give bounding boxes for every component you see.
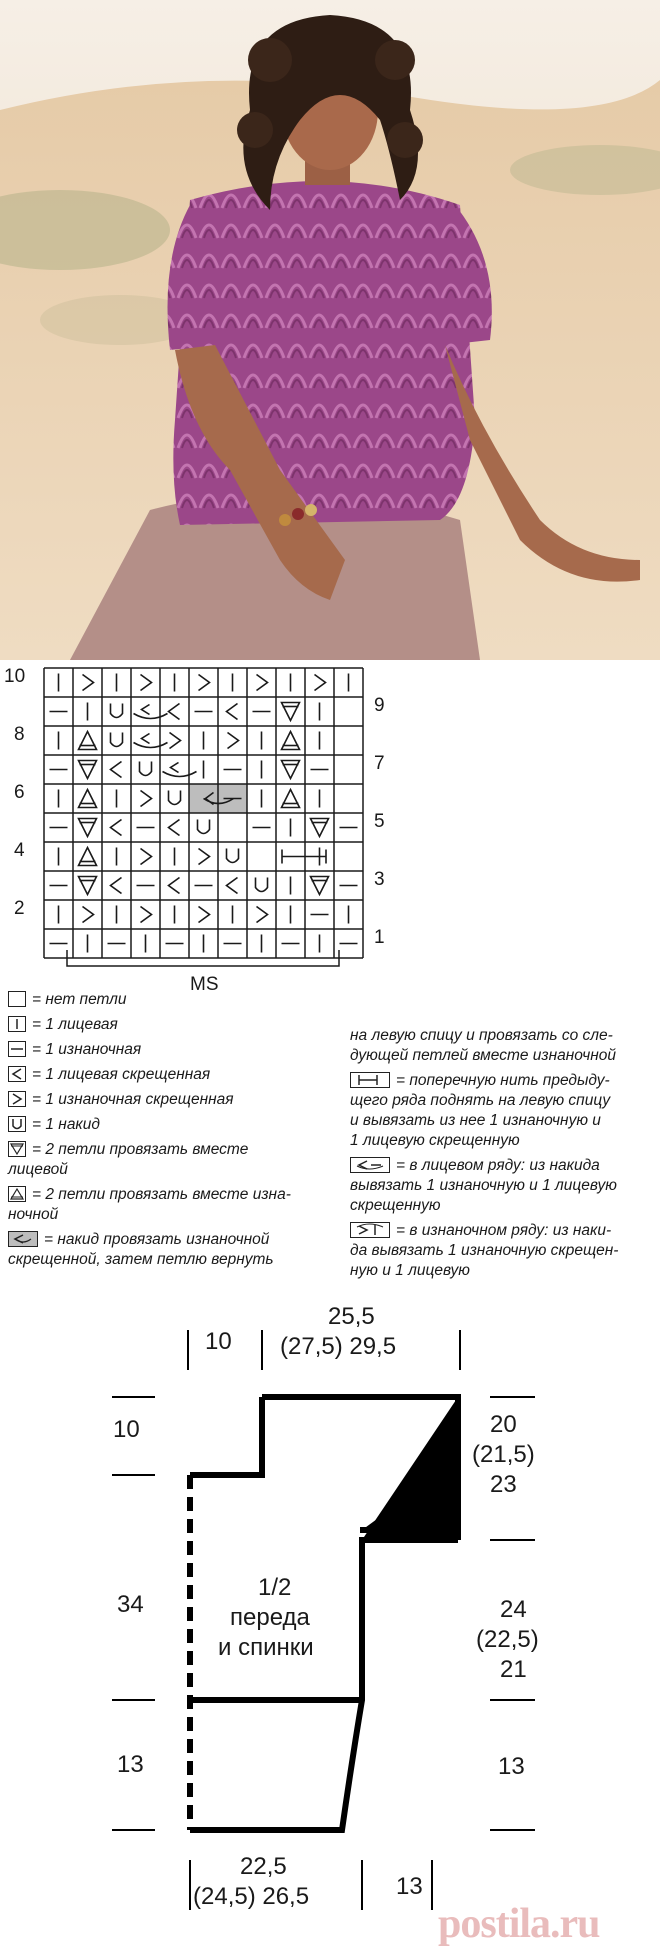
legend-knit-tbl: = 1 лицевая скрещенная (8, 1065, 210, 1085)
chart-cell (163, 763, 197, 777)
k2tog-icon (8, 1141, 26, 1157)
knit-tbl-icon (8, 1066, 26, 1082)
chart-cell (257, 675, 268, 691)
chart-cell (111, 878, 122, 894)
chart-cell (141, 791, 152, 807)
chart-cell (311, 819, 329, 837)
chart-cell (199, 849, 210, 865)
chart-cell (227, 849, 239, 863)
dim-right-top-2: (21,5) (472, 1441, 535, 1468)
chart-cell (134, 734, 168, 748)
chart-cell (169, 704, 180, 720)
chart-cell (140, 762, 152, 776)
row-number-3: 3 (374, 869, 385, 890)
chart-cell (79, 790, 97, 808)
chart-cell (282, 761, 300, 779)
chart-cell (141, 849, 152, 865)
chart-cell (282, 790, 300, 808)
legend-purl-tbl: = 1 изнаночная скрещенная (8, 1090, 234, 1110)
chart-cell (315, 675, 326, 691)
chart-cell (111, 733, 123, 747)
empty-stitch-icon (8, 991, 26, 1007)
dim-left-body: 34 (117, 1591, 144, 1618)
chart-cell (199, 907, 210, 923)
chart-cell (79, 848, 97, 866)
chart-cell (311, 877, 329, 895)
schematic-outline (0, 1290, 660, 1958)
row-number-4: 4 (14, 840, 25, 861)
legend-p2tog: = 2 петли провязать вместе изна- (8, 1185, 291, 1205)
purl-icon (8, 1041, 26, 1057)
dim-left-bottom: 13 (117, 1751, 144, 1778)
dim-top-left: 10 (205, 1328, 232, 1355)
dim-right-top-3: 23 (490, 1471, 517, 1498)
stitch-grid (39, 666, 369, 991)
chart-cell (170, 733, 181, 749)
yo-purl-icon (8, 1231, 38, 1247)
row-number-5: 5 (374, 811, 385, 832)
legend: = нет петли = 1 лицевая = 1 изнаночная = 1 лицевая скрещенная = 1 изнаночная скрещенная = 1 накид = 2 петли провязать вместе лицевой = 2 петли провязать вместе изна- ночной = накид провязать изнаночной скрещенной, затем петлю вернуть на левую спицу и провязать со сле- дующей петлей вместе изнаночной = поперечную нить предыду- щего ряда поднять на левую спицу и вывязать из нее 1 изнаночную и 1 лицевую скрещенную = в лицевом ряду: из накида вывязать 1 изнаночную и 1 лицевую скрещенную = в изнаночном ряду: из наки- да вывязать 1 изнаночную скрещен- ную и 1 лицевую (8, 991, 619, 1279)
row-number-10: 10 (4, 666, 26, 687)
chart-cell (199, 675, 210, 691)
dim-bottom-right: 13 (396, 1873, 423, 1900)
dim-top-width: 25,5 (328, 1303, 375, 1330)
chart-cell (111, 704, 123, 718)
chart-cell (134, 705, 168, 719)
chart-cell (198, 820, 210, 834)
chart-cell (83, 907, 94, 923)
yarn-over-icon (8, 1116, 26, 1132)
row-number-2: 2 (14, 898, 25, 919)
dim-bottom-width: 22,5 (240, 1853, 287, 1880)
dim-right-mid-1: 24 (500, 1596, 527, 1623)
chart-cell (79, 732, 97, 750)
chart-cell (111, 762, 122, 778)
bar-increase-icon (350, 1072, 390, 1088)
dim-right-mid-3: 21 (500, 1656, 527, 1683)
row-number-6: 6 (14, 782, 25, 803)
p2tog-icon (8, 1186, 26, 1202)
chart-cell (79, 761, 97, 779)
chart-cell (282, 732, 300, 750)
chart-cell (83, 675, 94, 691)
dim-bottom-width-alt: (24,5) 26,5 (193, 1883, 310, 1910)
legend-empty: = нет петли (8, 990, 126, 1010)
chart-cell (111, 820, 122, 836)
chart-cell (282, 703, 300, 721)
chart-cell (79, 877, 97, 895)
legend-yo-purl: = накид провязать изнаночной (8, 1230, 269, 1250)
legend-rs-yo: = в лицевом ряду: из накида (350, 1156, 600, 1176)
model-photo (0, 0, 660, 660)
center-label-3: и спинки (218, 1634, 314, 1661)
chart-cell (79, 819, 97, 837)
center-label-2: переда (230, 1604, 310, 1631)
chart-cell (141, 907, 152, 923)
ws-yo-icon (350, 1222, 390, 1238)
legend-bar: = поперечную нить предыду- (350, 1071, 610, 1091)
row-number-7: 7 (374, 753, 385, 774)
chart-cell (169, 791, 181, 805)
row-number-8: 8 (14, 724, 25, 745)
garment-schematic (0, 1290, 660, 1958)
legend-knit: = 1 лицевая (8, 1015, 118, 1035)
chart-cell (257, 907, 268, 923)
dim-top-width-alt: (27,5) 29,5 (280, 1333, 397, 1360)
dim-right-bottom: 13 (498, 1753, 525, 1780)
legend-yo: = 1 накид (8, 1115, 100, 1135)
purl-tbl-icon (8, 1091, 26, 1107)
row-number-9: 9 (374, 695, 385, 716)
rs-yo-icon (350, 1157, 390, 1173)
legend-purl: = 1 изнаночная (8, 1040, 141, 1060)
dim-right-mid-2: (22,5) (476, 1626, 539, 1653)
ms-label: MS (190, 974, 219, 995)
center-label-1: 1/2 (258, 1574, 292, 1601)
chart-cell (228, 733, 239, 749)
row-number-1: 1 (374, 927, 385, 948)
chart-cell (227, 704, 238, 720)
watermark-logo: postila.ru (438, 1901, 600, 1947)
chart-cell (141, 675, 152, 691)
stitch-chart (0, 662, 660, 997)
legend-k2tog: = 2 петли провязать вместе (8, 1140, 248, 1160)
dim-left-top: 10 (113, 1416, 140, 1443)
knit-icon (8, 1016, 26, 1032)
chart-cell (227, 878, 238, 894)
chart-cell (256, 878, 268, 892)
chart-cell (169, 820, 180, 836)
legend-ws-yo: = в изнаночном ряду: из наки- (350, 1221, 611, 1241)
dim-right-top-1: 20 (490, 1411, 517, 1438)
chart-cell (169, 878, 180, 894)
